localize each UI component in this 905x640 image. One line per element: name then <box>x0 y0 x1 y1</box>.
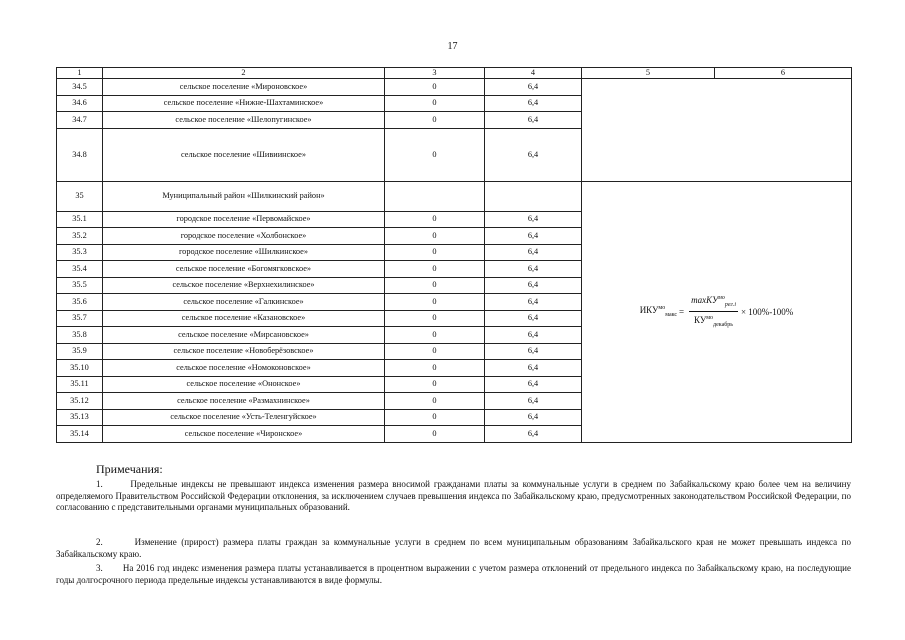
cell-c4: 6,4 <box>485 376 582 393</box>
cell-name: городское поселение «Холбонское» <box>103 228 385 245</box>
cell-num: 35.11 <box>57 376 103 393</box>
cell-name: сельское поселение «Шивиинское» <box>103 128 385 181</box>
cell-name: сельское поселение «Номоконовское» <box>103 360 385 377</box>
cell-c3 <box>385 181 485 211</box>
formula-tail: × 100%-100% <box>740 306 794 317</box>
cell-c4: 6,4 <box>485 393 582 410</box>
cell-name: сельское поселение «Нижне-Шахтаминское» <box>103 95 385 112</box>
formula-cell <box>582 181 852 442</box>
cell-name: сельское поселение «Новоберёзовское» <box>103 343 385 360</box>
cell-num: 35.1 <box>57 211 103 228</box>
cell-name: сельское поселение «Мирсановское» <box>103 327 385 344</box>
cell-c3: 0 <box>385 376 485 393</box>
cell-c3: 0 <box>385 294 485 311</box>
header-cell: 3 <box>385 68 485 79</box>
cell-num: 35.4 <box>57 261 103 278</box>
cell-c4: 6,4 <box>485 426 582 443</box>
cell-name: сельское поселение «Шелопугинское» <box>103 112 385 129</box>
cell-c3: 0 <box>385 393 485 410</box>
cell-c4: 6,4 <box>485 244 582 261</box>
cell-c4: 6,4 <box>485 128 582 181</box>
cell-c3: 0 <box>385 343 485 360</box>
cell-c3: 0 <box>385 426 485 443</box>
cell-num: 34.5 <box>57 79 103 96</box>
cell-num: 34.8 <box>57 128 103 181</box>
cell-c3: 0 <box>385 112 485 129</box>
header-cell: 1 <box>57 68 103 79</box>
cell-num: 35 <box>57 181 103 211</box>
cell-num: 35.12 <box>57 393 103 410</box>
cell-num: 35.9 <box>57 343 103 360</box>
cell-num: 35.13 <box>57 409 103 426</box>
cell-num: 34.6 <box>57 95 103 112</box>
cell-c4 <box>485 181 582 211</box>
formula-lhs: $ИКУ^{мо}_{макс}$ <box>639 305 678 318</box>
cell-num: 35.7 <box>57 310 103 327</box>
cell-c4: 6,4 <box>485 79 582 96</box>
note-1: 1. Предельные индексы не превышают индекса изменения размера вносимой гражданами платы за коммунальные услуги в среднем по Забайкальскому краю более чем на величину определяемого Правительством Российской Федерации отклонения, за исключением случаев превышения индекса по Забайкальскому краю, предусмотренных законодательством Российской Федерации, по согласованию с представительными органами муниципальных образований. <box>56 479 851 513</box>
cell-name: сельское поселение «Верхнехилинское» <box>103 277 385 294</box>
cell-c3: 0 <box>385 310 485 327</box>
header-cell: 4 <box>485 68 582 79</box>
cell-name: Муниципальный район «Шилкинский район» <box>103 181 385 211</box>
cell-name: сельское поселение «Усть-Теленгуйское» <box>103 409 385 426</box>
cell-c4: 6,4 <box>485 360 582 377</box>
header-cell: 6 <box>715 68 852 79</box>
cell-c4: 6,4 <box>485 277 582 294</box>
cell-name: городское поселение «Первомайское» <box>103 211 385 228</box>
table-header-row <box>57 68 852 79</box>
cell-c3: 0 <box>385 244 485 261</box>
cell-c3: 0 <box>385 79 485 96</box>
cell-c4: 6,4 <box>485 294 582 311</box>
cell-c4: 6,4 <box>485 409 582 426</box>
cell-c3: 0 <box>385 95 485 112</box>
cell-num: 35.3 <box>57 244 103 261</box>
note-2: 2. Изменение (прирост) размера платы граждан за коммунальные услуги в среднем по всем муниципальным образованиям Забайкальского края не может превышать индекса по Забайкальскому краю. <box>56 537 851 559</box>
cell-num: 35.5 <box>57 277 103 294</box>
notes-title: Примечания: <box>96 462 163 476</box>
cell-num: 35.8 <box>57 327 103 344</box>
cell-c3: 0 <box>385 360 485 377</box>
cell-c4: 6,4 <box>485 310 582 327</box>
table-row <box>57 181 852 211</box>
cell-c3: 0 <box>385 211 485 228</box>
cell-c3: 0 <box>385 409 485 426</box>
note-3: 3. На 2016 год индекс изменения размера платы устанавливается в процентном выражении с учетом размера отклонений от предельного индекса по Забайкальскому краю, на последующие годы долгосрочного периода предельные индексы устанавливаются в виде формулы. <box>56 563 851 585</box>
cell-name: сельское поселение «Богомягковское» <box>103 261 385 278</box>
cell-c4: 6,4 <box>485 343 582 360</box>
cell-c4: 6,4 <box>485 211 582 228</box>
cell-name: сельское поселение «Мироновское» <box>103 79 385 96</box>
cell-name: сельское поселение «Ононское» <box>103 376 385 393</box>
table-row <box>57 79 852 96</box>
cell-name: сельское поселение «Галкинское» <box>103 294 385 311</box>
cell-c3: 0 <box>385 228 485 245</box>
header-cell: 5 <box>582 68 715 79</box>
cell-name: сельское поселение «Чиронское» <box>103 426 385 443</box>
cell-c3: 0 <box>385 327 485 344</box>
cell-c4: 6,4 <box>485 228 582 245</box>
cell-num: 35.14 <box>57 426 103 443</box>
cell-name: сельское поселение «Размахнинское» <box>103 393 385 410</box>
cell-num: 35.10 <box>57 360 103 377</box>
page-number: 17 <box>447 41 458 52</box>
cell-c4: 6,4 <box>485 95 582 112</box>
cell-num: 34.7 <box>57 112 103 129</box>
formula-fraction: $\frac{\max КУ^{мо}_{рег.i}}{КУ^{мо}_{декабрь}}$ <box>691 295 736 328</box>
formula-eq: = <box>679 306 685 317</box>
cell-c4: 6,4 <box>485 261 582 278</box>
formula <box>640 293 794 330</box>
cell-c3: 0 <box>385 261 485 278</box>
cell-name: городское поселение «Шилкинское» <box>103 244 385 261</box>
cell-c3: 0 <box>385 277 485 294</box>
cell-c4: 6,4 <box>485 112 582 129</box>
cell-name: сельское поселение «Казановское» <box>103 310 385 327</box>
empty-merged-cell <box>582 79 852 182</box>
cell-c4: 6,4 <box>485 327 582 344</box>
cell-num: 35.2 <box>57 228 103 245</box>
cell-num: 35.6 <box>57 294 103 311</box>
header-cell: 2 <box>103 68 385 79</box>
cell-c3: 0 <box>385 128 485 181</box>
indices-table <box>56 67 852 443</box>
